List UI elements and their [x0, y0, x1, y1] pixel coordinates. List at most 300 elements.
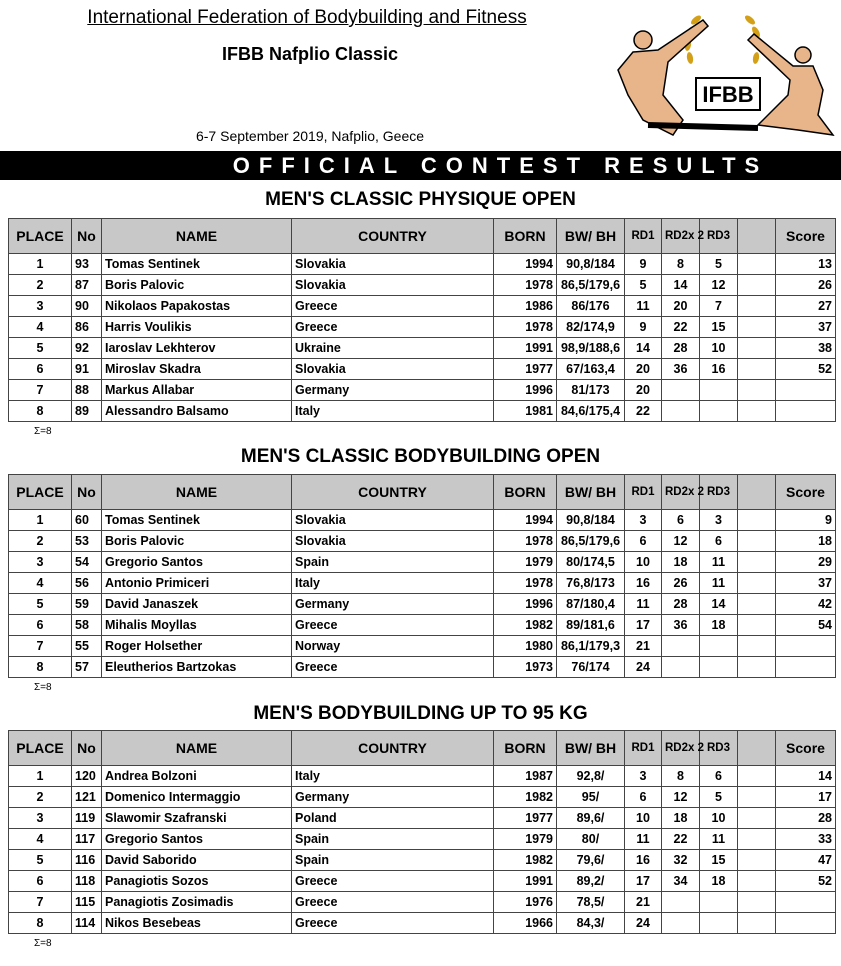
- cell-blank: [738, 766, 776, 787]
- cell-blank: [738, 871, 776, 892]
- cell-blank: [738, 510, 776, 531]
- column-header-round2x2: RD2x 2: [662, 731, 700, 766]
- logo-text: IFBB: [702, 82, 754, 107]
- cell-place: 8: [9, 657, 72, 678]
- cell-place: 3: [9, 296, 72, 317]
- cell-bib-number: 57: [72, 657, 102, 678]
- cell-score: 13: [776, 254, 836, 275]
- cell-bib-number: 60: [72, 510, 102, 531]
- cell-place: 5: [9, 594, 72, 615]
- cell-country: Greece: [292, 615, 494, 636]
- table-row: [9, 254, 836, 275]
- column-header-born: BORN: [494, 219, 557, 254]
- cell-bib-number: 88: [72, 380, 102, 401]
- category-title: MEN'S CLASSIC PHYSIQUE OPEN: [265, 189, 576, 210]
- column-header-score: Score: [776, 731, 836, 766]
- cell-blank: [738, 296, 776, 317]
- cell-bib-number: 121: [72, 787, 102, 808]
- cell-place: 2: [9, 787, 72, 808]
- table-row: [9, 892, 836, 913]
- column-header-athlete-name: NAME: [102, 475, 292, 510]
- cell-blank: [738, 275, 776, 296]
- cell-round3: 5: [700, 787, 738, 808]
- table-row: [9, 871, 836, 892]
- cell-bodyweight-height: 86,5/179,6: [557, 275, 625, 296]
- cell-born: 1982: [494, 615, 557, 636]
- cell-place: 8: [9, 913, 72, 934]
- table-row: [9, 657, 836, 678]
- cell-score: 37: [776, 573, 836, 594]
- cell-score: 9: [776, 510, 836, 531]
- cell-bodyweight-height: 76/174: [557, 657, 625, 678]
- column-header-bodyweight-height: BW/ BH: [557, 475, 625, 510]
- cell-blank: [738, 829, 776, 850]
- cell-blank: [738, 594, 776, 615]
- cell-born: 1978: [494, 531, 557, 552]
- cell-bib-number: 87: [72, 275, 102, 296]
- cell-born: 1994: [494, 254, 557, 275]
- cell-athlete-name: Gregorio Santos: [102, 552, 292, 573]
- cell-bodyweight-height: 80/: [557, 829, 625, 850]
- column-header-bib-number: No: [72, 219, 102, 254]
- cell-round2x2: 20: [662, 296, 700, 317]
- column-header-round3: RD3: [700, 731, 738, 766]
- cell-round1: 10: [625, 808, 662, 829]
- cell-born: 1981: [494, 401, 557, 422]
- cell-country: Germany: [292, 594, 494, 615]
- cell-bib-number: 117: [72, 829, 102, 850]
- cell-score: 27: [776, 296, 836, 317]
- cell-place: 4: [9, 829, 72, 850]
- cell-round1: 16: [625, 573, 662, 594]
- cell-born: 1982: [494, 787, 557, 808]
- column-header-country: COUNTRY: [292, 219, 494, 254]
- cell-score: [776, 892, 836, 913]
- cell-score: 14: [776, 766, 836, 787]
- cell-born: 1996: [494, 380, 557, 401]
- cell-round1: 5: [625, 275, 662, 296]
- cell-born: 1978: [494, 573, 557, 594]
- cell-round2x2: [662, 892, 700, 913]
- cell-athlete-name: Gregorio Santos: [102, 829, 292, 850]
- cell-bib-number: 93: [72, 254, 102, 275]
- cell-bib-number: 115: [72, 892, 102, 913]
- cell-round1: 11: [625, 296, 662, 317]
- cell-athlete-name: Slawomir Szafranski: [102, 808, 292, 829]
- column-header-born: BORN: [494, 731, 557, 766]
- cell-round2x2: 36: [662, 615, 700, 636]
- cell-country: Slovakia: [292, 275, 494, 296]
- cell-round3: 5: [700, 254, 738, 275]
- cell-score: 47: [776, 850, 836, 871]
- cell-round1: 3: [625, 510, 662, 531]
- cell-place: 2: [9, 275, 72, 296]
- cell-round2x2: 8: [662, 254, 700, 275]
- cell-score: [776, 401, 836, 422]
- cell-athlete-name: Nikolaos Papakostas: [102, 296, 292, 317]
- cell-blank: [738, 787, 776, 808]
- cell-blank: [738, 317, 776, 338]
- cell-athlete-name: Antonio Primiceri: [102, 573, 292, 594]
- cell-score: 18: [776, 531, 836, 552]
- cell-born: 1979: [494, 829, 557, 850]
- cell-athlete-name: David Janaszek: [102, 594, 292, 615]
- cell-round2x2: 18: [662, 808, 700, 829]
- column-header-bodyweight-height: BW/ BH: [557, 219, 625, 254]
- cell-round2x2: 28: [662, 338, 700, 359]
- cell-bodyweight-height: 86,1/179,3: [557, 636, 625, 657]
- cell-born: 1991: [494, 871, 557, 892]
- cell-born: 1976: [494, 892, 557, 913]
- table-row: [9, 552, 836, 573]
- cell-round2x2: [662, 401, 700, 422]
- cell-score: 29: [776, 552, 836, 573]
- cell-round1: 24: [625, 913, 662, 934]
- cell-bib-number: 59: [72, 594, 102, 615]
- cell-round3: 11: [700, 573, 738, 594]
- cell-blank: [738, 531, 776, 552]
- cell-bodyweight-height: 89,2/: [557, 871, 625, 892]
- cell-place: 4: [9, 317, 72, 338]
- ifbb-logo: [608, 0, 838, 150]
- cell-bodyweight-height: 78,5/: [557, 892, 625, 913]
- cell-score: 54: [776, 615, 836, 636]
- column-header-blank: [738, 219, 776, 254]
- cell-country: Poland: [292, 808, 494, 829]
- cell-born: 1977: [494, 359, 557, 380]
- column-header-place: PLACE: [9, 219, 72, 254]
- column-header-round2x2: RD2x 2: [662, 219, 700, 254]
- cell-born: 1986: [494, 296, 557, 317]
- cell-round1: 24: [625, 657, 662, 678]
- table-row: [9, 636, 836, 657]
- column-header-place: PLACE: [9, 731, 72, 766]
- cell-athlete-name: Tomas Sentinek: [102, 254, 292, 275]
- column-header-round1: RD1: [625, 475, 662, 510]
- cell-round1: 17: [625, 871, 662, 892]
- results-table: [8, 474, 836, 678]
- cell-bib-number: 56: [72, 573, 102, 594]
- cell-round2x2: [662, 380, 700, 401]
- cell-bib-number: 91: [72, 359, 102, 380]
- cell-round3: 12: [700, 275, 738, 296]
- cell-round1: 14: [625, 338, 662, 359]
- cell-blank: [738, 254, 776, 275]
- table-row: [9, 359, 836, 380]
- cell-country: Germany: [292, 787, 494, 808]
- cell-athlete-name: Eleutherios Bartzokas: [102, 657, 292, 678]
- cell-country: Slovakia: [292, 531, 494, 552]
- cell-bodyweight-height: 80/174,5: [557, 552, 625, 573]
- column-header-athlete-name: NAME: [102, 219, 292, 254]
- cell-round2x2: 26: [662, 573, 700, 594]
- cell-bib-number: 86: [72, 317, 102, 338]
- column-header-blank: [738, 475, 776, 510]
- cell-place: 7: [9, 380, 72, 401]
- cell-round3: [700, 636, 738, 657]
- column-header-bib-number: No: [72, 475, 102, 510]
- cell-country: Spain: [292, 552, 494, 573]
- column-header-bib-number: No: [72, 731, 102, 766]
- cell-blank: [738, 913, 776, 934]
- column-header-country: COUNTRY: [292, 731, 494, 766]
- cell-round3: 16: [700, 359, 738, 380]
- cell-round3: 6: [700, 531, 738, 552]
- cell-blank: [738, 636, 776, 657]
- results-table: [8, 218, 836, 422]
- cell-country: Slovakia: [292, 254, 494, 275]
- cell-place: 3: [9, 552, 72, 573]
- athlete-count: Σ=8: [34, 938, 52, 949]
- cell-blank: [738, 573, 776, 594]
- cell-score: [776, 636, 836, 657]
- cell-bodyweight-height: 89/181,6: [557, 615, 625, 636]
- header-row: [9, 731, 836, 766]
- column-header-place: PLACE: [9, 475, 72, 510]
- event-date-location: 6-7 September 2019, Nafplio, Geece: [195, 128, 425, 144]
- cell-place: 6: [9, 871, 72, 892]
- column-header-country: COUNTRY: [292, 475, 494, 510]
- cell-round2x2: [662, 913, 700, 934]
- cell-score: [776, 657, 836, 678]
- cell-round2x2: 12: [662, 787, 700, 808]
- cell-round3: 6: [700, 766, 738, 787]
- cell-born: 1973: [494, 657, 557, 678]
- table-row: [9, 594, 836, 615]
- cell-round1: 6: [625, 531, 662, 552]
- cell-blank: [738, 657, 776, 678]
- cell-country: Norway: [292, 636, 494, 657]
- cell-round3: [700, 657, 738, 678]
- cell-country: Greece: [292, 913, 494, 934]
- cell-place: 1: [9, 766, 72, 787]
- cell-round3: [700, 380, 738, 401]
- cell-bib-number: 89: [72, 401, 102, 422]
- cell-country: Greece: [292, 296, 494, 317]
- column-header-bodyweight-height: BW/ BH: [557, 731, 625, 766]
- column-header-round3: RD3: [700, 219, 738, 254]
- cell-blank: [738, 615, 776, 636]
- cell-round3: 18: [700, 871, 738, 892]
- cell-round1: 9: [625, 317, 662, 338]
- cell-born: 1991: [494, 338, 557, 359]
- table-row: [9, 850, 836, 871]
- cell-bodyweight-height: 98,9/188,6: [557, 338, 625, 359]
- cell-bib-number: 120: [72, 766, 102, 787]
- cell-round1: 10: [625, 552, 662, 573]
- cell-round2x2: 28: [662, 594, 700, 615]
- table-row: [9, 380, 836, 401]
- athlete-count: Σ=8: [34, 426, 52, 437]
- cell-athlete-name: David Saborido: [102, 850, 292, 871]
- cell-athlete-name: Boris Palovic: [102, 531, 292, 552]
- cell-country: Spain: [292, 850, 494, 871]
- cell-round1: 20: [625, 359, 662, 380]
- cell-place: 1: [9, 254, 72, 275]
- cell-round2x2: 36: [662, 359, 700, 380]
- cell-bib-number: 54: [72, 552, 102, 573]
- cell-bodyweight-height: 87/180,4: [557, 594, 625, 615]
- cell-round2x2: 8: [662, 766, 700, 787]
- cell-born: 1979: [494, 552, 557, 573]
- cell-blank: [738, 380, 776, 401]
- cell-born: 1987: [494, 766, 557, 787]
- cell-round2x2: 22: [662, 317, 700, 338]
- table-row: [9, 913, 836, 934]
- cell-athlete-name: Boris Palovic: [102, 275, 292, 296]
- cell-country: Germany: [292, 380, 494, 401]
- column-header-born: BORN: [494, 475, 557, 510]
- table-row: [9, 296, 836, 317]
- cell-bib-number: 55: [72, 636, 102, 657]
- cell-born: 1978: [494, 317, 557, 338]
- cell-bib-number: 116: [72, 850, 102, 871]
- cell-score: 33: [776, 829, 836, 850]
- cell-country: Greece: [292, 317, 494, 338]
- column-header-round1: RD1: [625, 219, 662, 254]
- column-header-athlete-name: NAME: [102, 731, 292, 766]
- cell-round2x2: [662, 636, 700, 657]
- cell-round3: 11: [700, 552, 738, 573]
- cell-score: [776, 913, 836, 934]
- cell-round3: 15: [700, 850, 738, 871]
- header-row: [9, 219, 836, 254]
- table-row: [9, 531, 836, 552]
- column-header-round1: RD1: [625, 731, 662, 766]
- column-header-score: Score: [776, 219, 836, 254]
- cell-bodyweight-height: 95/: [557, 787, 625, 808]
- cell-blank: [738, 338, 776, 359]
- cell-bodyweight-height: 84,3/: [557, 913, 625, 934]
- cell-bib-number: 118: [72, 871, 102, 892]
- cell-place: 1: [9, 510, 72, 531]
- cell-round1: 6: [625, 787, 662, 808]
- cell-country: Italy: [292, 401, 494, 422]
- cell-country: Greece: [292, 892, 494, 913]
- cell-born: 1982: [494, 850, 557, 871]
- athlete-count: Σ=8: [34, 682, 52, 693]
- cell-country: Greece: [292, 657, 494, 678]
- cell-blank: [738, 552, 776, 573]
- cell-round3: 14: [700, 594, 738, 615]
- cell-round3: 10: [700, 338, 738, 359]
- cell-round1: 17: [625, 615, 662, 636]
- cell-country: Ukraine: [292, 338, 494, 359]
- cell-score: 37: [776, 317, 836, 338]
- event-title: IFBB Nafplio Classic: [221, 44, 399, 64]
- cell-place: 3: [9, 808, 72, 829]
- column-header-score: Score: [776, 475, 836, 510]
- cell-bib-number: 119: [72, 808, 102, 829]
- cell-country: Greece: [292, 871, 494, 892]
- cell-bodyweight-height: 79,6/: [557, 850, 625, 871]
- cell-round2x2: 32: [662, 850, 700, 871]
- results-table: [8, 730, 836, 934]
- cell-bib-number: 53: [72, 531, 102, 552]
- cell-bib-number: 114: [72, 913, 102, 934]
- cell-round3: [700, 892, 738, 913]
- cell-place: 7: [9, 636, 72, 657]
- cell-round3: 11: [700, 829, 738, 850]
- cell-blank: [738, 401, 776, 422]
- table-row: [9, 275, 836, 296]
- cell-bodyweight-height: 90,8/184: [557, 254, 625, 275]
- cell-score: 26: [776, 275, 836, 296]
- cell-athlete-name: Tomas Sentinek: [102, 510, 292, 531]
- cell-bib-number: 90: [72, 296, 102, 317]
- cell-score: 52: [776, 359, 836, 380]
- cell-athlete-name: Mihalis Moyllas: [102, 615, 292, 636]
- cell-athlete-name: Iaroslav Lekhterov: [102, 338, 292, 359]
- table-row: [9, 766, 836, 787]
- cell-round2x2: [662, 657, 700, 678]
- cell-round1: 22: [625, 401, 662, 422]
- cell-round3: 10: [700, 808, 738, 829]
- cell-bib-number: 58: [72, 615, 102, 636]
- cell-born: 1980: [494, 636, 557, 657]
- cell-bodyweight-height: 67/163,4: [557, 359, 625, 380]
- cell-blank: [738, 359, 776, 380]
- cell-athlete-name: Domenico Intermaggio: [102, 787, 292, 808]
- table-row: [9, 615, 836, 636]
- cell-place: 4: [9, 573, 72, 594]
- table-row: [9, 787, 836, 808]
- cell-country: Spain: [292, 829, 494, 850]
- cell-place: 8: [9, 401, 72, 422]
- cell-bib-number: 92: [72, 338, 102, 359]
- cell-athlete-name: Miroslav Skadra: [102, 359, 292, 380]
- cell-athlete-name: Roger Holsether: [102, 636, 292, 657]
- cell-bodyweight-height: 82/174,9: [557, 317, 625, 338]
- cell-round1: 11: [625, 594, 662, 615]
- cell-place: 2: [9, 531, 72, 552]
- cell-bodyweight-height: 89,6/: [557, 808, 625, 829]
- cell-athlete-name: Andrea Bolzoni: [102, 766, 292, 787]
- cell-born: 1996: [494, 594, 557, 615]
- cell-round3: 15: [700, 317, 738, 338]
- cell-born: 1966: [494, 913, 557, 934]
- table-row: [9, 401, 836, 422]
- cell-round3: 18: [700, 615, 738, 636]
- cell-born: 1978: [494, 275, 557, 296]
- cell-round1: 20: [625, 380, 662, 401]
- cell-round1: 16: [625, 850, 662, 871]
- table-row: [9, 829, 836, 850]
- category-title: MEN'S BODYBUILDING UP TO 95 KG: [253, 703, 588, 724]
- cell-round1: 21: [625, 636, 662, 657]
- cell-place: 6: [9, 359, 72, 380]
- header-row: [9, 475, 836, 510]
- cell-bodyweight-height: 76,8/173: [557, 573, 625, 594]
- cell-round2x2: 34: [662, 871, 700, 892]
- column-header-blank: [738, 731, 776, 766]
- cell-blank: [738, 808, 776, 829]
- cell-athlete-name: Panagiotis Sozos: [102, 871, 292, 892]
- cell-round2x2: 12: [662, 531, 700, 552]
- cell-round1: 9: [625, 254, 662, 275]
- cell-score: 52: [776, 871, 836, 892]
- cell-athlete-name: Markus Allabar: [102, 380, 292, 401]
- cell-round2x2: 6: [662, 510, 700, 531]
- cell-score: [776, 380, 836, 401]
- cell-bodyweight-height: 86,5/179,6: [557, 531, 625, 552]
- cell-blank: [738, 892, 776, 913]
- cell-round3: [700, 401, 738, 422]
- cell-round2x2: 22: [662, 829, 700, 850]
- cell-score: 38: [776, 338, 836, 359]
- cell-round1: 3: [625, 766, 662, 787]
- cell-bodyweight-height: 90,8/184: [557, 510, 625, 531]
